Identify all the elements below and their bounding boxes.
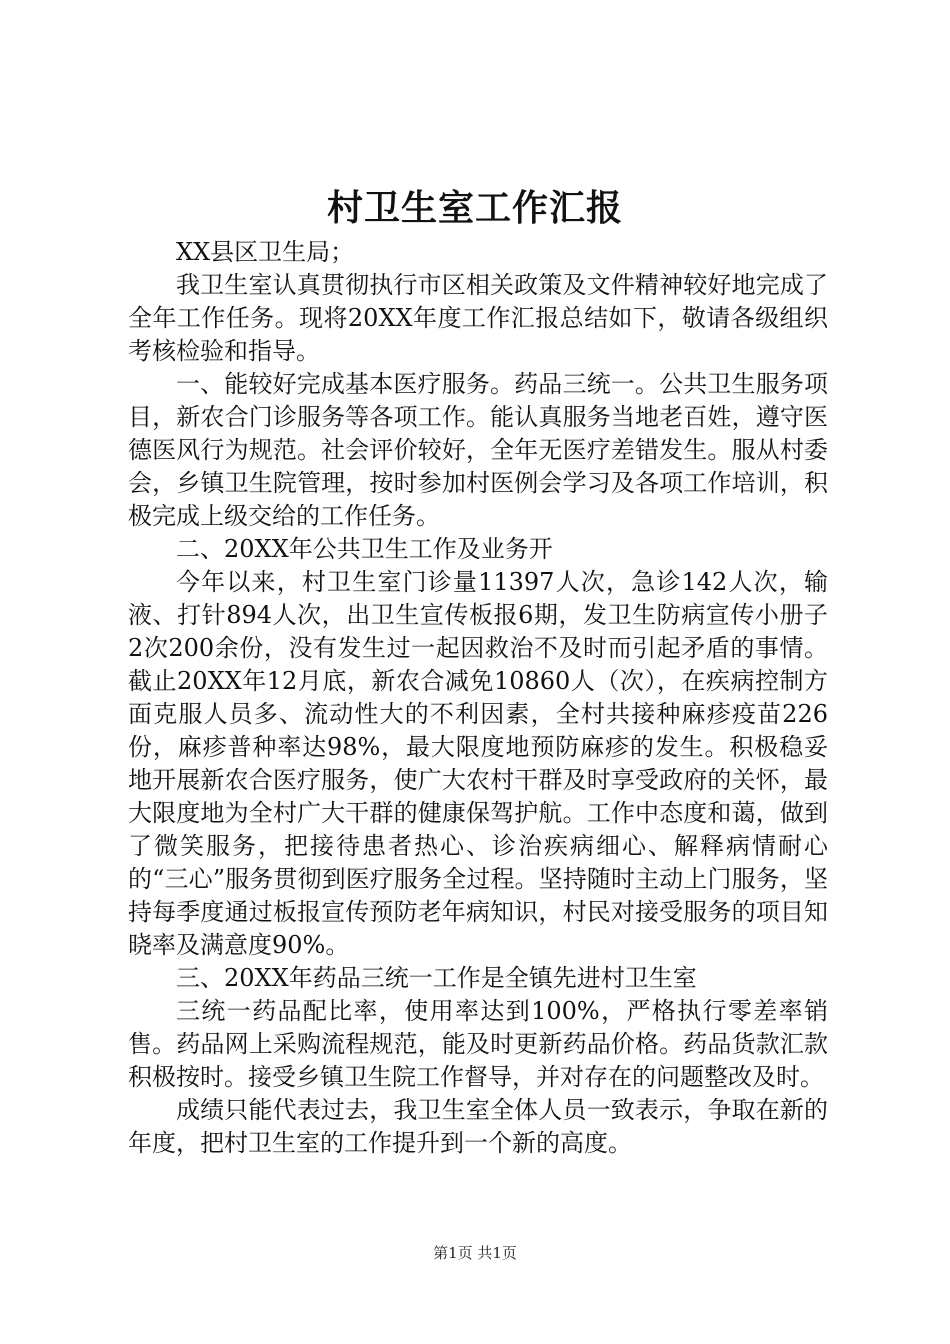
salutation: XX县区卫生局； (176, 238, 355, 266)
paragraph-section-2: 今年以来，村卫生室门诊量11397人次，急诊142人次，输液、打针894人次，出卫生宣传板报6期，发卫生防病宣传小册子2次200余份，没有发生过一起因救治不及时而引起矛盾的事情。截止20XX年12月底，新农合减免10860人（次），在疾病控制方面克服人员多、流动性大的不利因素，全村共接种麻疹疫苗226份，麻疹普种率达98%，最大限度地预防麻疹的发生。积极稳妥地开展新农合医疗服务，使广大农村干群及时享受政府的关怀，最大限度地为全村广大干群的健康保驾护航。工作中态度和蔼，做到了微笑服务，把接待患者热心、诊治疾病细心、解释病情耐心的“三心”服务贯彻到医疗服务全过程。坚持随时主动上门服务，坚持每季度通过板报宣传预防老年病知识，村民对接受服务的项目知晓率及满意度90%。 (128, 568, 828, 959)
heading-section-3: 三、20XX年药品三统一工作是全镇先进村卫生室 (176, 964, 697, 992)
page-number-footer: 第1页 共1页 (433, 1244, 517, 1262)
document-title: 村卫生室工作汇报 (326, 187, 623, 229)
document-body (128, 236, 828, 1160)
paragraph-section-3: 三统一药品配比率，使用率达到100%，严格执行零差率销售。药品网上采购流程规范，能及时更新药品价格。药品货款汇款积极按时。接受乡镇卫生院工作督导，并对存在的问题整改及时。 (128, 997, 828, 1091)
paragraph-intro: 我卫生室认真贯彻执行市区相关政策及文件精神较好地完成了全年工作任务。现将20XX年度工作汇报总结如下，敬请各级组织考核检验和指导。 (128, 271, 828, 365)
paragraph-section-1: 一、能较好完成基本医疗服务。药品三统一。公共卫生服务项目，新农合门诊服务等各项工作。能认真服务当地老百姓，遵守医德医风行为规范。社会评价较好，全年无医疗差错发生。服从村委会，乡镇卫生院管理，按时参加村医例会学习及各项工作培训，积极完成上级交给的工作任务。 (128, 370, 828, 530)
paragraph-conclusion: 成绩只能代表过去，我卫生室全体人员一致表示，争取在新的年度，把村卫生室的工作提升到一个新的高度。 (128, 1096, 828, 1157)
heading-section-2: 二、20XX年公共卫生工作及业务开 (176, 535, 553, 563)
